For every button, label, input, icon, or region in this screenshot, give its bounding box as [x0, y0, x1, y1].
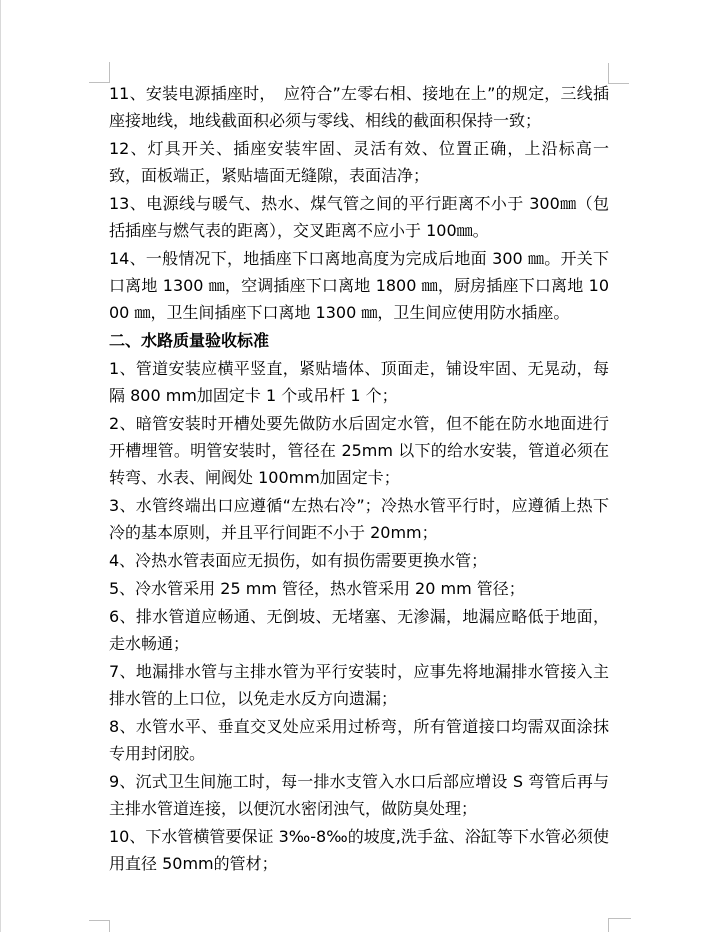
text-boundary-mark-top-left: [89, 62, 110, 83]
paragraph-water-item-4[interactable]: 4、冷热水管表面应无损伤，如有损伤需要更换水管；: [109, 551, 488, 570]
paragraph-water-item-7[interactable]: 7、地漏排水管与主排水管为平行安装时，应事先将地漏排水管接入主排水管的上口位，以免走水反方向遗漏；: [109, 662, 609, 708]
paragraph-item-11[interactable]: 11、安装电源插座时， 应符合”左零右相、接地在上”的规定，三线插座接地线，地线截面积必须与零线、相线的截面积保持一致；: [109, 84, 609, 130]
paragraph-water-item-9[interactable]: 9、沉式卫生间施工时，每一排水支管入水口后部应增设 S 弯管后再与主排水管道连接，以便沉水密闭浊气，做防臭处理；: [109, 772, 609, 818]
paragraph-water-item-5[interactable]: 5、冷水管采用 25 mm 管径，热水管采用 20 mm 管径；: [109, 579, 525, 598]
paragraph-item-14[interactable]: 14、一般情况下，地插座下口离地高度为完成后地面 300 ㎜。开关下口离地 1300 ㎜，空调插座下口离地 1800 ㎜，厨房插座下口离地 1000 ㎜，卫生间插座下口离地 1300 ㎜，卫生间应使用防水插座。: [109, 249, 609, 322]
paragraph-water-item-1[interactable]: 1、管道安装应横平竖直，紧贴墙体、顶面走，铺设牢固、无晃动，每隔 800 mm加固定卡 1 个或吊杆 1 个；: [109, 359, 609, 405]
paragraph-item-12[interactable]: 12、灯具开关、插座安装牢固、灵活有效、位置正确，上沿标高一致，面板端正，紧贴墙面无缝隙，表面洁净；: [109, 139, 609, 185]
section-heading-water-standard[interactable]: 二、水路质量验收标准: [109, 331, 270, 350]
text-boundary-mark-top-right: [608, 63, 629, 84]
paragraph-item-13[interactable]: 13、电源线与暖气、热水、煤气管之间的平行距离不小于 300㎜（包括插座与燃气表的距离），交叉距离不应小于 100㎜。: [109, 194, 609, 240]
paragraph-water-item-8[interactable]: 8、水管水平、垂直交叉处应采用过桥弯，所有管道接口均需双面涂抹专用封闭胶。: [109, 717, 609, 763]
text-boundary-mark-bottom-left: [89, 920, 110, 932]
document-text-area[interactable]: [109, 80, 609, 878]
paragraph-water-item-2[interactable]: 2、暗管安装时开槽处要先做防水后固定水管，但不能在防水地面进行开槽埋管。明管安装时，管径在 25mm 以下的给水安装，管道必须在转弯、水表、闸阀处 100mm加固定卡；: [109, 414, 609, 487]
text-boundary-mark-bottom-right: [608, 918, 631, 932]
paragraph-water-item-3[interactable]: 3、水管终端出口应遵循“左热右冷”；冷热水管平行时，应遵循上热下冷的基本原则，并且平行间距不小于 20mm；: [109, 496, 609, 542]
paragraph-water-item-10[interactable]: 10、下水管横管要保证 3‰-8‰的坡度,洗手盆、浴缸等下水管必须使用直径 50mm的管材；: [109, 827, 609, 873]
paragraph-water-item-6[interactable]: 6、排水管道应畅通、无倒坡、无堵塞、无渗漏，地漏应略低于地面，走水畅通；: [109, 607, 609, 653]
